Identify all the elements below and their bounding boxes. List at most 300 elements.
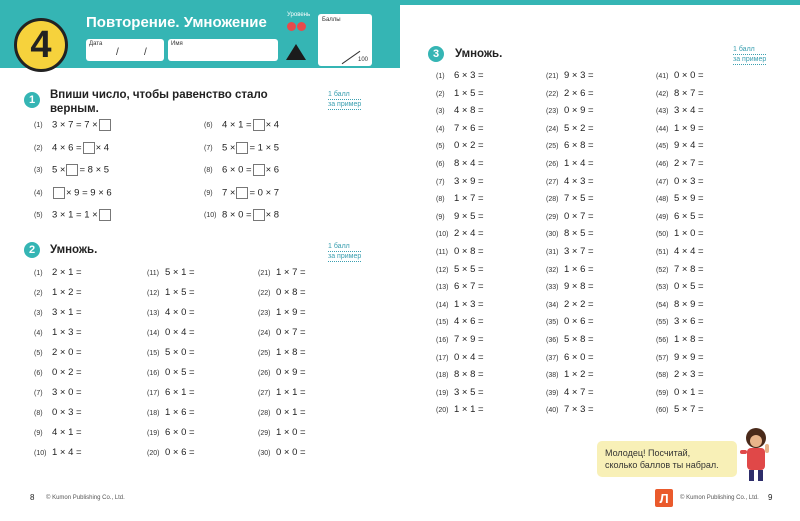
problem-number: (18) [436, 372, 449, 380]
problem-row [204, 209, 279, 221]
problem-number: (59) [656, 389, 669, 397]
answer-box[interactable] [99, 119, 111, 131]
problem-expression: 7 × 3 = [564, 404, 594, 416]
problem-expression: 0 × 1 = [674, 386, 704, 398]
problem-number: (35) [546, 319, 559, 327]
answer-box[interactable] [236, 142, 248, 154]
points-per-line1: 1 балл [328, 90, 361, 100]
level-label: Уровень [287, 12, 311, 18]
problem-row [656, 123, 704, 134]
problem-number: (1) [34, 122, 43, 130]
problem-expression: 1 × 7 = [454, 193, 484, 205]
problem-expression: 9 × 9 = [674, 351, 704, 363]
problem-row [258, 387, 306, 398]
problem-row [436, 334, 484, 345]
problem-expression: 0 × 8 = [276, 287, 306, 298]
star-icon [287, 22, 296, 31]
date-separator: / [116, 47, 119, 58]
name-label: Имя [171, 41, 183, 47]
problem-row [546, 228, 594, 239]
problem-expression: 7 × 9 = [454, 334, 484, 345]
problem-row [436, 281, 484, 292]
problem-number: (3) [34, 167, 43, 175]
problem-number: (28) [546, 196, 559, 204]
problem-row [656, 281, 704, 292]
problem-expression-left: 6 × 0 = [222, 164, 252, 176]
problem-row [656, 334, 704, 345]
problem-expression: 9 × 5 = [454, 210, 484, 222]
problem-expression: 3 × 6 = [674, 316, 704, 328]
problem-expression-left: 5 × [222, 141, 236, 153]
problem-row [656, 299, 704, 310]
problem-row [546, 193, 594, 204]
date-field[interactable] [86, 39, 164, 61]
answer-box[interactable] [66, 164, 78, 176]
problem-row [436, 404, 484, 415]
problem-expression: 0 × 3 = [674, 175, 704, 187]
problem-number: (11) [147, 270, 159, 277]
problem-number: (60) [656, 407, 669, 415]
problem-row [656, 264, 704, 275]
problem-expression: 2 × 1 = [52, 267, 82, 278]
problem-row [147, 407, 195, 418]
section-3-number: 3 [428, 46, 444, 62]
problem-number: (4) [34, 330, 43, 337]
problem-row [656, 387, 704, 398]
problem-expression: 3 × 5 = [454, 386, 484, 398]
problem-number: (17) [436, 354, 449, 362]
problem-expression: 4 × 6 = [454, 316, 484, 328]
problem-number: (30) [546, 231, 559, 239]
problem-row [546, 70, 594, 81]
problem-expression: 7 × 8 = [674, 263, 704, 275]
problem-row [546, 123, 594, 134]
problem-row [656, 105, 704, 116]
level-stars [287, 21, 307, 31]
problem-number: (16) [147, 370, 160, 377]
problem-expression-right: × 9 = 9 × 6 [66, 186, 112, 198]
problem-expression: 1 × 1 = [454, 404, 484, 416]
problem-expression: 5 × 5 = [454, 263, 484, 275]
problem-row [436, 246, 484, 257]
problem-number: (28) [258, 410, 271, 417]
problem-row [546, 105, 594, 116]
page-title: Повторение. Умножение [86, 14, 267, 31]
problem-row [436, 387, 484, 398]
problem-number: (9) [34, 430, 43, 437]
problem-expression: 5 × 1 = [165, 267, 195, 278]
problem-expression: 6 × 1 = [165, 387, 195, 398]
section-2-title: Умножь. [50, 244, 98, 256]
problem-expression: 1 × 2 = [564, 369, 594, 381]
problem-row [258, 427, 306, 438]
problem-row [656, 228, 704, 239]
section-3-points [733, 45, 766, 65]
problem-number: (7) [204, 144, 213, 152]
problem-row [34, 187, 112, 199]
problem-row [656, 88, 704, 99]
problem-row [258, 447, 306, 458]
problem-row [436, 228, 484, 239]
problem-expression: 4 × 7 = [564, 386, 594, 398]
problem-number: (14) [147, 330, 160, 337]
section-3-title: Умножь. [455, 48, 503, 60]
problem-row [546, 140, 594, 151]
problem-expression: 1 × 6 = [165, 407, 195, 418]
callout-line2: сколько баллов ты набрал. [605, 460, 719, 470]
problem-number: (52) [656, 266, 669, 274]
problem-expression: 0 × 6 = [564, 316, 594, 328]
problem-row [258, 267, 306, 278]
problem-row [656, 176, 704, 187]
problem-row [656, 352, 704, 363]
problem-expression: 8 × 9 = [674, 298, 704, 310]
problem-row [34, 164, 109, 176]
problem-row [258, 287, 306, 298]
points-per-line1: 1 балл [328, 242, 361, 252]
problem-expression: 5 × 0 = [165, 347, 195, 358]
problem-expression: 0 × 7 = [276, 327, 306, 338]
name-field[interactable] [168, 39, 278, 61]
problem-number: (26) [258, 370, 271, 377]
problem-number: (6) [34, 370, 43, 377]
problem-number: (10) [204, 212, 217, 220]
problem-expression: 1 × 5 = [165, 287, 195, 298]
problem-expression: 1 × 4 = [52, 447, 82, 458]
problem-expression-left: 7 × [222, 186, 236, 198]
problem-row [546, 176, 594, 187]
problem-number: (24) [258, 330, 271, 337]
problem-expression: 1 × 8 = [674, 334, 704, 345]
publisher-logo: Л [655, 489, 673, 507]
problem-number: (12) [436, 266, 449, 274]
problem-row [656, 140, 704, 151]
problem-number: (8) [436, 196, 445, 204]
problem-number: (50) [656, 231, 669, 239]
problem-number: (3) [34, 310, 43, 317]
problem-expression: 9 × 4 = [674, 140, 704, 152]
problem-number: (38) [546, 372, 559, 380]
problem-row [546, 281, 594, 292]
left-publisher-credit: © Kumon Publishing Co., Ltd. [46, 495, 125, 501]
answer-box[interactable] [253, 209, 265, 221]
section-1-points [328, 90, 361, 110]
problem-row [34, 407, 82, 418]
problem-expression: 0 × 0 = [276, 447, 306, 458]
problem-expression: 0 × 5 = [674, 281, 704, 293]
problem-expression: 3 × 9 = [454, 175, 484, 187]
problem-row [34, 447, 82, 458]
answer-box[interactable] [99, 209, 111, 221]
problem-number: (31) [546, 249, 559, 256]
problem-number: (41) [656, 73, 669, 80]
problem-row [436, 264, 484, 275]
problem-expression: 3 × 1 = [52, 307, 82, 318]
problem-expression: 0 × 9 = [276, 367, 306, 378]
problem-number: (6) [436, 161, 445, 168]
problem-row [147, 347, 195, 358]
problem-number: (9) [204, 189, 213, 197]
answer-box[interactable] [253, 164, 265, 176]
problem-expression: 1 × 2 = [52, 287, 82, 298]
problem-row [258, 307, 306, 318]
problem-row [656, 404, 704, 415]
problem-expression: 0 × 3 = [52, 407, 82, 418]
problem-expression-left: 4 × 6 = [52, 141, 82, 153]
problem-row [258, 367, 306, 378]
problem-row [204, 187, 279, 199]
problem-row [656, 193, 704, 204]
problem-expression-left: 4 × 1 = [222, 119, 252, 131]
problem-expression: 1 × 1 = [276, 387, 306, 398]
problem-number: (13) [436, 284, 449, 292]
problem-row [147, 287, 195, 298]
problem-expression-right: × 6 [265, 164, 280, 176]
section-1-title-line2: верным. [50, 103, 99, 115]
problem-number: (33) [546, 284, 559, 292]
problem-expression: 1 × 8 = [276, 347, 306, 358]
problem-number: (10) [436, 231, 449, 239]
problem-number: (26) [546, 161, 559, 168]
problem-number: (19) [436, 389, 449, 397]
section-2-points [328, 242, 361, 262]
problem-number: (13) [147, 310, 160, 317]
problem-expression: 8 × 8 = [454, 369, 484, 381]
problem-expression: 3 × 7 = [564, 246, 594, 257]
problem-number: (12) [147, 290, 160, 297]
problem-expression: 9 × 8 = [564, 281, 594, 293]
problem-number: (23) [546, 108, 559, 116]
problem-number: (18) [147, 410, 160, 417]
problem-expression: 2 × 3 = [674, 369, 704, 381]
problem-expression: 1 × 9 = [276, 307, 306, 318]
problem-row [258, 347, 306, 358]
level-triangle-icon [286, 44, 306, 60]
problem-row [656, 70, 704, 81]
problem-number: (47) [656, 178, 669, 186]
problem-number: (1) [436, 73, 445, 80]
problem-number: (17) [147, 390, 160, 397]
problem-expression: 8 × 4 = [454, 158, 484, 169]
problem-expression: 4 × 8 = [454, 105, 484, 117]
problem-row [546, 88, 594, 99]
answer-box[interactable] [83, 142, 95, 154]
problem-number: (49) [656, 213, 669, 221]
problem-expression-left: 3 × 7 = 7 × [52, 119, 98, 131]
problem-expression: 3 × 0 = [52, 387, 82, 398]
problem-number: (32) [546, 266, 559, 274]
problem-expression: 0 × 5 = [165, 367, 195, 378]
problem-expression: 6 × 0 = [564, 351, 594, 363]
problem-expression: 1 × 4 = [564, 158, 594, 169]
problem-number: (23) [258, 310, 271, 317]
problem-row [34, 387, 82, 398]
problem-expression: 3 × 4 = [674, 105, 704, 117]
problem-row [147, 387, 195, 398]
problem-expression: 0 × 2 = [454, 140, 484, 152]
score-box[interactable] [318, 14, 372, 66]
problem-number: (25) [546, 143, 559, 151]
problem-number: (3) [436, 108, 445, 116]
score-label: Баллы [322, 17, 341, 23]
problem-row [204, 119, 279, 131]
problem-row [436, 88, 484, 99]
problem-row [34, 347, 82, 358]
problem-number: (1) [34, 270, 43, 277]
problem-row [546, 246, 594, 257]
problem-number: (56) [656, 337, 669, 344]
mascot-illustration [738, 426, 774, 484]
problem-number: (51) [656, 249, 669, 256]
problem-number: (21) [258, 270, 271, 277]
problem-number: (54) [656, 301, 669, 309]
problem-expression: 7 × 5 = [564, 193, 594, 205]
date-separator: / [144, 47, 147, 58]
problem-expression: 1 × 0 = [276, 427, 306, 438]
problem-row [546, 369, 594, 380]
problem-expression: 0 × 4 = [165, 327, 195, 338]
section-1-number: 1 [24, 92, 40, 108]
date-label: Дата [89, 41, 103, 47]
problem-row [258, 327, 306, 338]
problem-expression: 2 × 4 = [454, 228, 484, 240]
problem-expression: 1 × 3 = [52, 327, 82, 338]
problem-expression: 0 × 1 = [276, 407, 306, 418]
problem-expression: 6 × 3 = [454, 70, 484, 81]
problem-number: (30) [258, 450, 271, 457]
problem-number: (21) [546, 73, 559, 80]
problem-number: (15) [147, 350, 160, 357]
problem-number: (58) [656, 372, 669, 380]
problem-expression: 5 × 9 = [674, 193, 704, 205]
problem-number: (11) [436, 249, 448, 256]
problem-number: (24) [546, 125, 559, 133]
problem-row [656, 158, 704, 169]
problem-row [258, 407, 306, 418]
problem-row [436, 140, 484, 151]
problem-number: (39) [546, 389, 559, 397]
answer-box[interactable] [236, 187, 248, 199]
problem-expression: 0 × 9 = [564, 105, 594, 117]
problem-row [147, 267, 195, 278]
problem-number: (4) [436, 125, 445, 133]
problem-number: (19) [147, 430, 160, 437]
problem-expression: 5 × 8 = [564, 334, 594, 345]
problem-number: (7) [34, 390, 43, 397]
problem-row [436, 70, 484, 81]
problem-expression: 0 × 2 = [52, 367, 82, 378]
problem-number: (27) [546, 178, 559, 186]
problem-number: (15) [436, 319, 449, 327]
problem-row [546, 404, 594, 415]
problem-number: (29) [258, 430, 271, 437]
problem-expression: 6 × 5 = [674, 210, 704, 222]
problem-row [147, 327, 195, 338]
problem-row [34, 287, 82, 298]
score-max: 100 [357, 57, 368, 63]
problem-expression-right: × 8 [265, 209, 280, 221]
problem-row [34, 142, 109, 154]
problem-row [656, 211, 704, 222]
problem-row [436, 316, 484, 327]
problem-row [147, 307, 195, 318]
points-per-line2: за пример [328, 101, 362, 108]
problem-expression: 5 × 2 = [564, 122, 594, 134]
problem-number: (57) [656, 354, 669, 362]
points-per-line2: за пример [733, 56, 767, 63]
star-icon [297, 22, 306, 31]
problem-expression: 5 × 7 = [674, 404, 704, 416]
problem-expression-right: = 8 × 5 [79, 164, 110, 176]
problem-expression: 2 × 7 = [674, 158, 704, 169]
problem-row [34, 427, 82, 438]
problem-row [546, 387, 594, 398]
problem-expression: 8 × 5 = [564, 228, 594, 240]
problem-number: (44) [656, 125, 669, 133]
problem-number: (5) [34, 212, 43, 220]
problem-expression: 2 × 6 = [564, 87, 594, 99]
problem-row [656, 316, 704, 327]
encouragement-callout [597, 441, 737, 477]
problem-row [34, 209, 112, 221]
problem-row [204, 164, 279, 176]
lesson-number-badge: 4 [14, 18, 68, 72]
problem-expression: 2 × 2 = [564, 298, 594, 310]
problem-expression: 4 × 0 = [165, 307, 195, 318]
problem-row [546, 264, 594, 275]
problem-row [147, 367, 195, 378]
problem-row [546, 334, 594, 345]
problem-row [656, 369, 704, 380]
problem-expression: 2 × 0 = [52, 347, 82, 358]
problem-expression-right: = 0 × 7 [249, 186, 280, 198]
problem-number: (25) [258, 350, 271, 357]
problem-number: (2) [34, 290, 43, 297]
problem-expression-left: 8 × 0 = [222, 209, 252, 221]
answer-box[interactable] [53, 187, 65, 199]
problem-number: (34) [546, 301, 559, 309]
problem-expression: 1 × 0 = [674, 228, 704, 240]
problem-expression: 6 × 7 = [454, 281, 484, 293]
problem-expression-right: × 4 [95, 141, 110, 153]
problem-row [34, 327, 82, 338]
problem-expression: 8 × 7 = [674, 87, 704, 99]
problem-number: (9) [436, 213, 445, 221]
problem-number: (37) [546, 354, 559, 362]
problem-row [546, 299, 594, 310]
problem-expression-right: × 4 [265, 119, 280, 131]
problem-expression: 6 × 0 = [165, 427, 195, 438]
problem-number: (43) [656, 108, 669, 116]
answer-box[interactable] [253, 119, 265, 131]
problem-number: (22) [258, 290, 271, 297]
problem-expression: 0 × 6 = [165, 447, 195, 458]
problem-expression-left: 3 × 1 = 1 × [52, 209, 98, 221]
problem-expression: 4 × 1 = [52, 427, 82, 438]
problem-expression: 1 × 6 = [564, 263, 594, 275]
problem-number: (4) [34, 189, 43, 197]
problem-row [147, 447, 195, 458]
problem-number: (5) [34, 350, 43, 357]
problem-row [34, 267, 82, 278]
problem-number: (29) [546, 213, 559, 221]
problem-expression: 6 × 8 = [564, 140, 594, 152]
problem-expression: 9 × 3 = [564, 70, 594, 81]
problem-number: (27) [258, 390, 271, 397]
problem-expression-right: = 1 × 5 [249, 141, 280, 153]
problem-row [204, 142, 279, 154]
problem-row [436, 105, 484, 116]
